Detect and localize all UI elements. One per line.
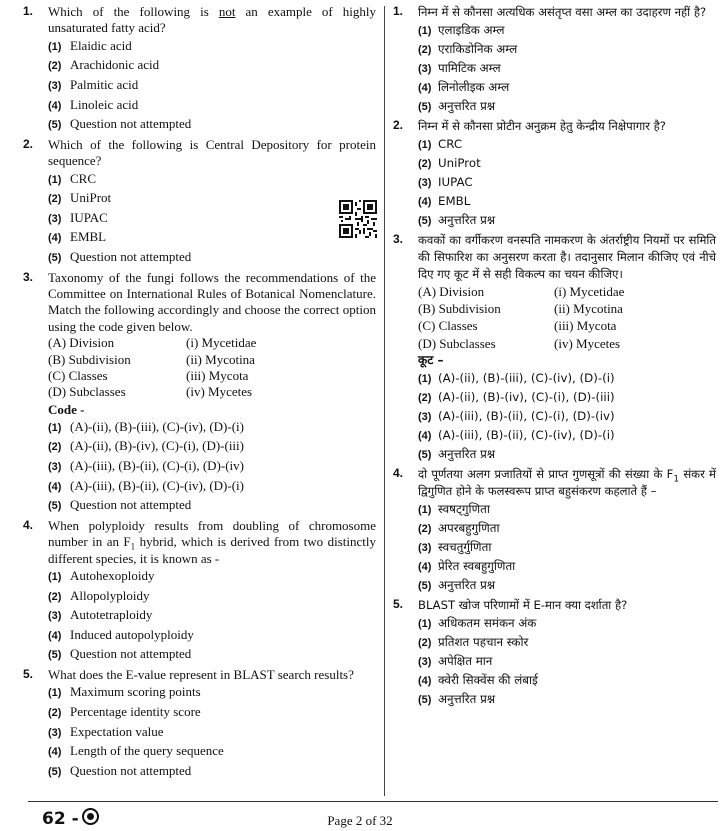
option: (3) पामिटिक अम्ल — [418, 61, 501, 75]
code-label: Code - — [48, 401, 85, 417]
match-row: (B) Subdivision (ii) Mycotina — [418, 301, 623, 317]
question-5 — [23, 666, 376, 781]
option: (4) Induced autopolyploidy — [48, 626, 194, 642]
footer-rule — [28, 801, 718, 802]
option: (3) Expectation value — [48, 723, 164, 739]
option: (5) अनुत्तरित प्रश्न — [418, 577, 496, 592]
question-text: Which of the following is not an example of highly unsaturated fatty acid? — [48, 4, 376, 36]
column-divider — [384, 6, 385, 796]
option: (3) (A)-(iii), (B)-(ii), (C)-(i), (D)-(iv) — [418, 408, 615, 423]
option: (1) Autohexoploidy — [48, 568, 155, 583]
question-text: When polyploidy results from doubling of chromosome number in an $F_1$ hybrid, which is derived from two distinctly different species, it is known as - — [48, 517, 376, 566]
option: (5) अनुत्तरित प्रश्न — [418, 446, 496, 461]
match-row: (C) Classes (iii) Mycota — [418, 318, 617, 334]
option: (5) अनुत्तरित प्रश्न — [418, 691, 496, 706]
match-row: (D) Subclasses (iv) Mycetes — [48, 384, 253, 400]
option: (1) Elaidic acid — [48, 37, 132, 53]
option: (1) (A)-(ii), (B)-(iii), (C)-(iv), (D)-(i) — [418, 370, 615, 385]
question-number: 2. — [393, 118, 404, 132]
option: (2) एराकिडोनिक अम्ल — [418, 42, 518, 56]
option: (2) UniProt — [48, 190, 112, 206]
page-number: Page 2 of 32 — [327, 813, 393, 828]
match-row: (A) Division (i) Mycetidae — [418, 284, 625, 299]
option: (1) (A)-(ii), (B)-(iii), (C)-(iv), (D)-(i) — [48, 418, 244, 434]
option: (5) अनुत्तरित प्रश्न — [418, 99, 496, 113]
option: (4) Linoleic acid — [48, 96, 139, 112]
question-1-hindi — [394, 4, 716, 116]
option: (4) (A)-(iii), (B)-(ii), (C)-(iv), (D)-(i) — [418, 427, 615, 442]
english-column — [23, 4, 376, 783]
option: (3) (A)-(iii), (B)-(ii), (C)-(i), (D)-(iv) — [48, 458, 244, 473]
option: (1) Maximum scoring points — [48, 684, 201, 700]
question-2 — [23, 136, 376, 268]
option: (5) Question not attempted — [48, 762, 192, 778]
question-5-hindi — [394, 597, 716, 709]
option: (2) Allopolyploidy — [48, 587, 150, 603]
option: (5) Question not attempted — [48, 116, 192, 132]
question-number: 5. — [23, 666, 34, 681]
question-text: Which of the following is Central Depository for protein sequence? — [48, 136, 376, 169]
question-number: 1. — [23, 4, 34, 18]
qr-code-icon — [339, 200, 377, 238]
question-text: दो पूर्णतया अलग प्रजातियों से प्राप्त गुणसूत्रों की संख्या के $F_1$ संकर में द्विगुणित होने के फलस्वरूप प्राप्त बहुसंकरण कहलाते हैं – — [418, 466, 716, 498]
option: (4) प्रेरित स्वबहुगुणिता — [418, 558, 516, 573]
match-row: (B) Subdivision (ii) Mycotina — [48, 351, 255, 367]
option: (2) प्रतिशत पहचान स्कोर — [418, 634, 529, 649]
option: (1) CRC — [48, 170, 97, 186]
question-number: 5. — [393, 596, 404, 611]
option: (5) अनुत्तरित प्रश्न — [418, 213, 496, 227]
option: (5) Question not attempted — [48, 248, 192, 264]
code-label: कूट – — [418, 352, 444, 367]
question-text: Taxonomy of the fungi follows the recommendations of the Committee on International Rules of Botanical Nomenclature. Match the following accordingly and choose the correct option using the code given below. — [48, 269, 376, 334]
option: (4) (A)-(iii), (B)-(ii), (C)-(iv), (D)-(i) — [48, 477, 244, 493]
question-text: कवकों का वर्गीकरण वनस्पति नामकरण के अंतर्राष्ट्रीय नियमों पर समिति की सिफारिश का अनुसरण करता है। तदानुसार मिलान कीजिए एवं नीचे दिए गए कूट में से सही विकल्प का चयन कीजिए। — [418, 233, 716, 281]
question-4 — [23, 517, 376, 665]
question-number: 4. — [23, 517, 34, 532]
question-4-hindi — [394, 466, 716, 595]
page-code: 62 - — [42, 808, 99, 829]
option: (2) (A)-(ii), (B)-(iv), (C)-(i), (D)-(iii) — [48, 438, 244, 454]
question-text: What does the E-value represent in BLAST search results? — [48, 666, 354, 682]
question-3-hindi — [394, 232, 716, 464]
hindi-column — [394, 4, 716, 711]
option: (1) अधिकतम समंकन अंक — [418, 615, 537, 630]
option: (3) स्वचतुर्गुणिता — [418, 539, 492, 554]
option: (1) CRC — [418, 137, 463, 151]
question-number: 4. — [393, 465, 404, 480]
option: (1) स्वषट्गुणिता — [418, 501, 490, 516]
question-text: निम्न में से कौनसा अत्यधिक असंतृप्त वसा अम्ल का उदाहरण नहीं है? — [418, 5, 707, 19]
option: (2) UniProt — [418, 156, 481, 170]
option: (4) EMBL — [48, 229, 107, 245]
option: (4) लिनोलीइक अम्ल — [418, 80, 510, 94]
question-number: 3. — [393, 232, 404, 246]
option: (1) एलाइडिक अम्ल — [418, 23, 505, 37]
option: (4) Length of the query sequence — [48, 743, 224, 759]
option: (2) Arachidonic acid — [48, 57, 160, 73]
option: (3) अपेक्षित मान — [418, 653, 493, 668]
question-text: BLAST खोज परिणामों में E-मान क्या दर्शाता है? — [418, 597, 628, 612]
option: (5) Question not attempted — [48, 646, 192, 662]
option: (2) अपरबहुगुणिता — [418, 520, 500, 535]
question-2-hindi — [394, 118, 716, 230]
option: (3) Palmitic acid — [48, 77, 139, 92]
question-number: 3. — [23, 269, 34, 284]
option: (3) IUPAC — [48, 209, 108, 225]
option: (2) Percentage identity score — [48, 703, 201, 719]
question-3 — [23, 269, 376, 516]
option: (3) Autotetraploidy — [48, 607, 153, 623]
option: (3) IUPAC — [418, 175, 473, 189]
question-number: 2. — [23, 136, 34, 151]
option: (4) क्वेरी सिक्वेंस की लंबाई — [418, 672, 538, 687]
question-1 — [23, 4, 376, 135]
option: (4) EMBL — [418, 194, 471, 208]
option: (5) Question not attempted — [48, 497, 192, 513]
match-row: (C) Classes (iii) Mycota — [48, 368, 249, 383]
question-text: निम्न में से कौनसा प्रोटीन अनुक्रम हेतु केन्द्रीय निक्षेपागार है? — [418, 119, 666, 133]
match-row: (A) Division (i) Mycetidae — [48, 335, 257, 351]
option: (2) (A)-(ii), (B)-(iv), (C)-(i), (D)-(iii) — [418, 389, 615, 404]
match-row: (D) Subclasses (iv) Mycetes — [418, 335, 621, 351]
question-number: 1. — [393, 4, 404, 18]
